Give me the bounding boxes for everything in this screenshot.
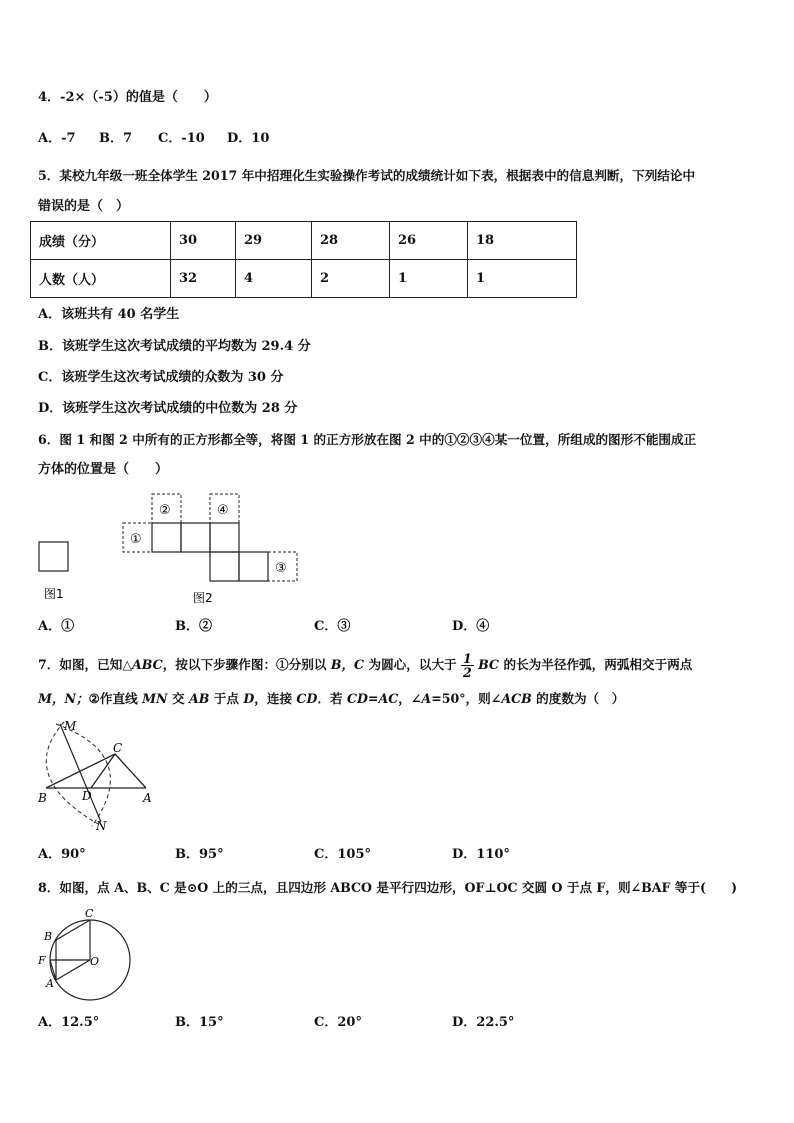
q6-option-c: C．③ — [314, 619, 351, 634]
label-f: F — [38, 954, 46, 967]
q8-option-c: C．20° — [314, 1015, 362, 1030]
label-c: C — [113, 741, 123, 755]
table-header-score: 成绩（分） — [31, 222, 171, 260]
q6-option-d: D．④ — [452, 619, 490, 634]
segment-cd — [91, 754, 115, 788]
arc-from-b — [56, 724, 110, 826]
label-d: D — [82, 789, 92, 803]
q7-stem-line2 — [38, 691, 624, 707]
net-square — [210, 523, 239, 552]
q7-text: ．若 — [317, 691, 343, 706]
label-n: N — [96, 819, 107, 833]
table-cell: 2 — [312, 260, 390, 298]
q6-stem-line2: 方体的位置是（ ） — [38, 462, 169, 477]
label-o: O — [90, 955, 100, 968]
q8-stem: 8．如图，点 A、B、C 是⊙O 上的三点，且四边形 ABCO 是平行四边形，OF⊥OC 交圆 O 于点 F，则∠BAF 等于( ) — [38, 880, 738, 895]
q7-text: ，∠ — [398, 691, 422, 706]
label-m: M — [64, 719, 77, 733]
q5-option-d: D．该班学生这次考试成绩的中位数为 28 分 — [38, 401, 298, 416]
q7-text: =50°，则∠ — [431, 691, 502, 706]
net-square — [152, 523, 181, 552]
cube-net-figure — [30, 488, 320, 610]
q7-text: ②作直线 — [88, 691, 138, 706]
table-header-count: 人数（人） — [31, 260, 171, 298]
q7-var: A — [421, 691, 432, 706]
segment-bc — [46, 754, 115, 788]
q7-var: M，N； — [38, 691, 89, 706]
fig1-label: 图1 — [44, 587, 64, 601]
q8-circle-figure — [32, 903, 142, 1003]
table-cell: 1 — [390, 260, 468, 298]
label-a: A — [143, 791, 152, 805]
table-cell: 32 — [171, 260, 236, 298]
q4-option-d: D．10 — [227, 131, 270, 146]
q7-text: 交 — [171, 691, 185, 706]
circle-label-4: ④ — [217, 503, 229, 518]
q7-option-a: A．90° — [38, 847, 86, 862]
q4-option-b: B．7 — [99, 131, 133, 146]
table-cell: 18 — [468, 222, 577, 260]
net-square — [210, 552, 239, 581]
table-cell: 29 — [236, 222, 312, 260]
q7-option-d: D．110° — [452, 847, 510, 862]
circle-label-3: ③ — [275, 561, 287, 576]
table-cell: 1 — [468, 260, 577, 298]
circle-label-2: ② — [159, 503, 171, 518]
q7-var: BC — [478, 657, 500, 672]
q4-stem: 4．-2×（-5）的值是（ ） — [38, 90, 217, 105]
segment-bc — [56, 920, 90, 940]
label-a: A — [46, 977, 54, 990]
q7-text: 7．如图，已知△ — [38, 657, 133, 672]
fig1-square — [39, 542, 68, 571]
q7-var: D — [243, 691, 255, 706]
q7-var: ABC — [132, 657, 163, 672]
table-row — [31, 222, 577, 260]
q5-stem-line1: 5．某校九年级一班全体学生 2017 年中招理化生实验操作考试的成绩统计如下表，根据表中的信息判断，下列结论中 — [38, 168, 696, 183]
q7-text: 为圆心，以大于 — [368, 657, 457, 672]
q6-option-a: A．① — [38, 619, 75, 634]
line-mn — [60, 724, 101, 822]
q6-option-b: B．② — [175, 619, 212, 634]
q7-text: ，连接 — [254, 691, 293, 706]
q7-stem-line1 — [38, 652, 692, 679]
table-cell: 30 — [171, 222, 236, 260]
q5-stem-line2: 错误的是（ ） — [38, 199, 130, 214]
net-square — [181, 523, 210, 552]
q4-option-c: C．-10 — [158, 131, 205, 146]
q5-option-a: A．该班共有 40 名学生 — [38, 307, 180, 322]
q8-option-a: A．12.5° — [38, 1015, 100, 1030]
q7-var: CD=AC — [346, 691, 399, 706]
net-square — [239, 552, 268, 581]
fraction-one-half — [461, 652, 474, 679]
q7-var: B，C — [330, 657, 365, 672]
q5-option-b: B．该班学生这次考试成绩的平均数为 29.4 分 — [38, 339, 311, 354]
segment-ca — [115, 754, 146, 788]
table-row — [31, 260, 577, 298]
q7-text: 的度数为（ ） — [536, 691, 625, 706]
q7-triangle-figure — [30, 716, 170, 836]
circle-label-1: ① — [130, 532, 142, 547]
q7-option-b: B．95° — [175, 847, 224, 862]
label-b: B — [44, 930, 53, 943]
q4-option-a: A．-7 — [38, 131, 76, 146]
arc-from-c — [46, 722, 98, 824]
q7-var: ACB — [501, 691, 532, 706]
score-table — [30, 221, 577, 298]
q7-var: CD — [296, 691, 318, 706]
q7-var: MN — [142, 691, 168, 706]
table-cell: 28 — [312, 222, 390, 260]
label-b: B — [38, 791, 47, 805]
q6-stem-line1: 6．图 1 和图 2 中所有的正方形都全等，将图 1 的正方形放在图 2 中的①②③④某一位置，所组成的图形不能围成正 — [38, 432, 697, 447]
fig2-label: 图2 — [193, 591, 213, 605]
q7-text: ，按以下步骤作图：①分别以 — [162, 657, 327, 672]
q8-option-d: D．22.5° — [452, 1015, 515, 1030]
frac-num: 1 — [463, 651, 472, 666]
q7-var: AB — [188, 691, 210, 706]
segment-ao — [56, 960, 90, 980]
frac-den: 2 — [463, 665, 472, 680]
q5-option-c: C．该班学生这次考试成绩的众数为 30 分 — [38, 370, 284, 385]
table-cell: 26 — [390, 222, 468, 260]
table-cell: 4 — [236, 260, 312, 298]
q7-text: 于点 — [213, 691, 239, 706]
q7-option-c: C．105° — [314, 847, 371, 862]
q7-text: 的长为半径作弧，两弧相交于两点 — [503, 657, 693, 672]
q8-option-b: B．15° — [175, 1015, 224, 1030]
label-c: C — [85, 907, 94, 920]
